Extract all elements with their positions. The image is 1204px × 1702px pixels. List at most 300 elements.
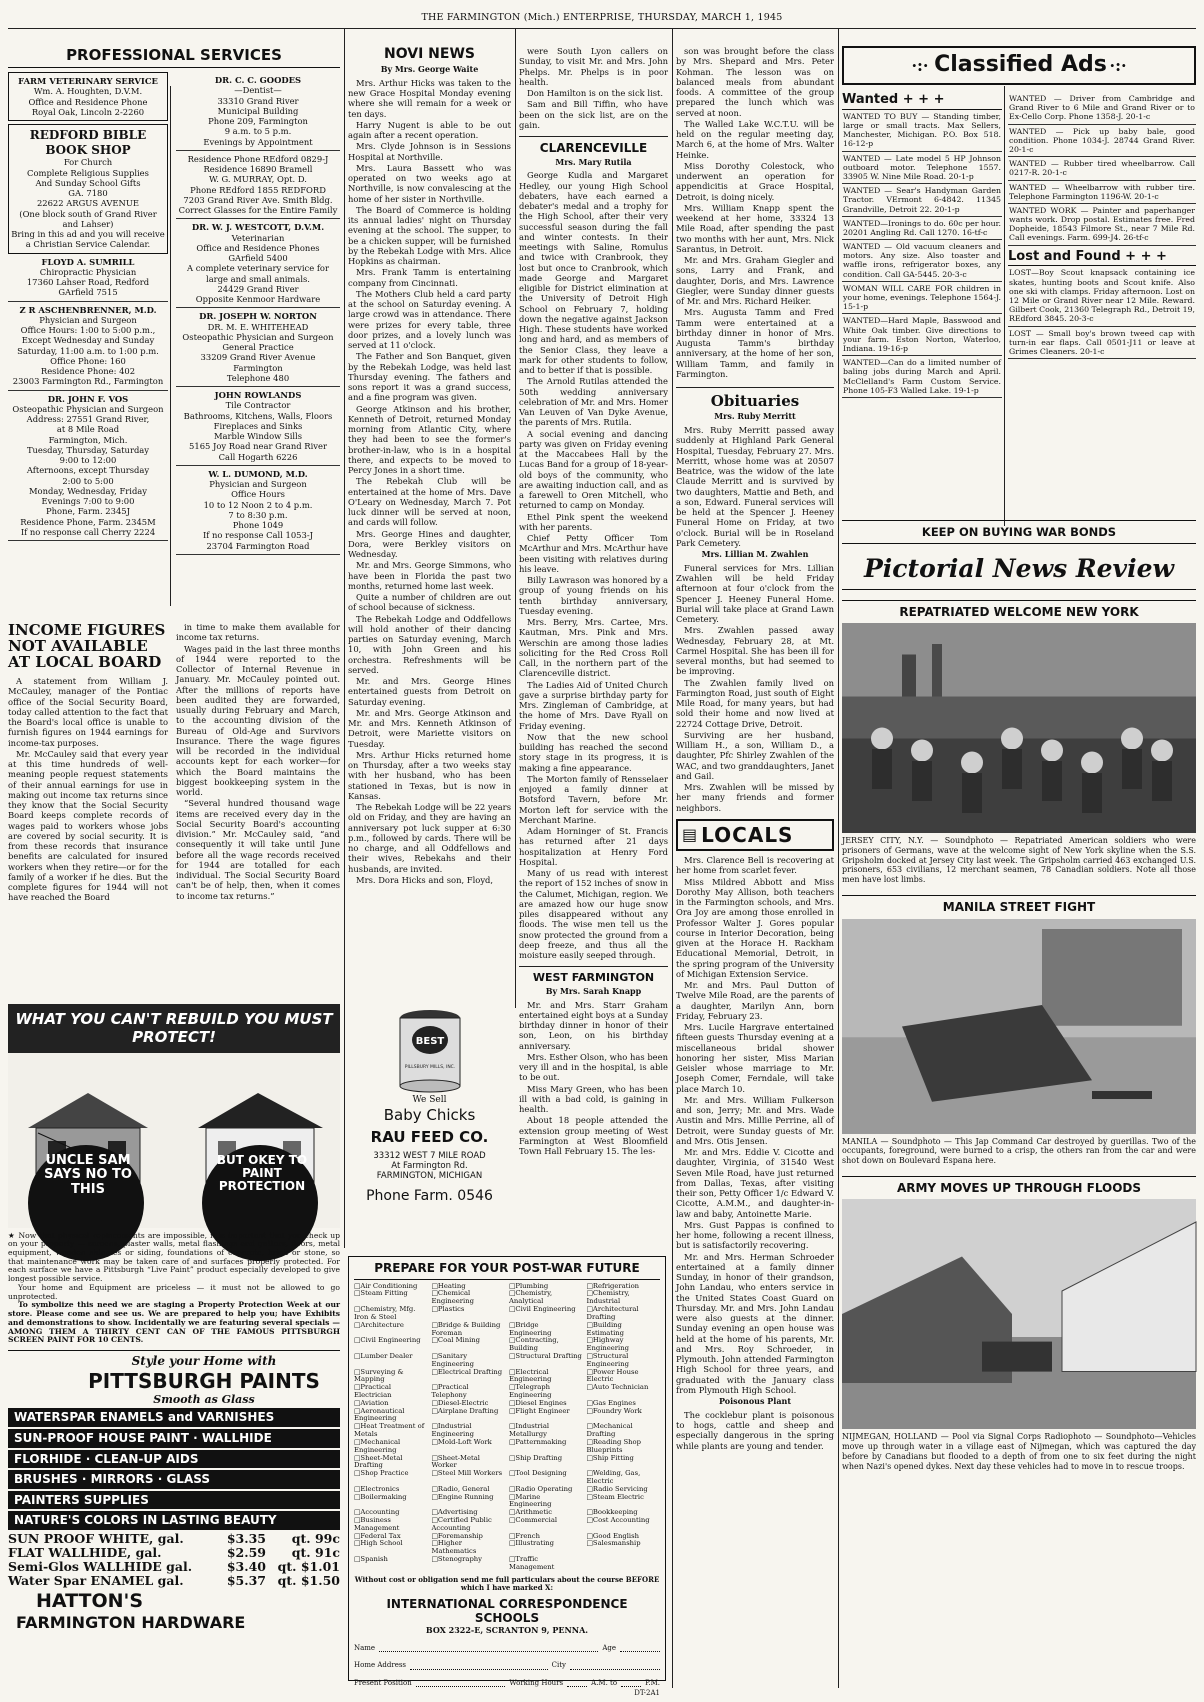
classified-ad: WANTED — Old vacuum cleaners and motors. Any size. Also toaster and waffle irons, refrigerator boxes, any condition. Call GA-5445. 20-3-c	[842, 240, 1002, 282]
westfarm-body	[519, 1000, 668, 1157]
income-paragraph: Wages paid in the last three months of 1944 were reported to the Collector of Internal Revenue in January. Mr. McCauley pointed out. After the millions of reports have been audited they are forwarded, usually during February and March, to the accounting division of the Bureau of Old-Age and Survivors Insurance. There the wage figures will be recorded in the individual accounts kept for each worker—for which the Board maintains the biggest bookkeeping system in the world.	[176, 643, 340, 797]
clarenceville-paragraph: Many of us read with interest the report of 152 inches of snow in the Calumet, Michigan, region. We are amazed how our huge snow piles disappeared without any floods. The wise men tell us the snow protected the ground from a deep freeze, and thus all the moisture easily seeped through.	[519, 868, 668, 961]
service-card-name: REDFORD BIBLE BOOK SHOP	[29, 128, 147, 157]
course-checkbox[interactable]: □ Arithmetic	[509, 1509, 583, 1517]
course-checkbox[interactable]: □ Mechanical Drafting	[587, 1423, 661, 1439]
locals-paragraph: Mr. and Mrs. Paul Dutton of Twelve Mile Road, are the parents of a daughter, Marilyn Ann, born Friday, February 23.	[676, 980, 834, 1021]
news-photo-block	[842, 1176, 1196, 1472]
service-card-line: If no response call Cherry 2224	[20, 526, 156, 537]
service-card-line: Evenings by Appointment	[203, 136, 313, 147]
clarenceville-paragraph: George Kudla and Margaret Hedley, our young High School debaters, have each earned a debater's medal and a trophy for the High School, after their very successful season during the fall and winter contests. In their meetings with Saline, Romulus and twice with Cranbrook, they lost but once to Cranbrook, which made George and Margaret eligible for District elimination at the University of Detroit High School on February 7, holding down the negative against Jackson High. These students have worked long and hard, and as members of the Senior Class, they leave a mark for other students to follow, and to better if that is possible.	[519, 170, 668, 376]
pitt-product-row: SUN-PROOF HOUSE PAINT · WALLHIDE	[8, 1429, 340, 1448]
service-card	[8, 72, 168, 121]
course-checkbox[interactable]: □ Plumbing	[509, 1283, 583, 1291]
service-card-line: Correct Glasses for the Entire Family	[178, 205, 338, 215]
service-card-line: Osteopathic Physician and Surgeon	[12, 403, 164, 414]
column-rule	[838, 28, 839, 1688]
service-card-line: Osteopathic Physician and Surgeon	[182, 331, 334, 342]
service-card-line: (One block south of Grand River and Lahser)	[19, 208, 157, 229]
ics-note: Without cost or obligation send me full particulars about the course BEFORE which I have marked X:	[354, 1574, 660, 1593]
professional-right-cards	[176, 72, 340, 555]
course-checkbox[interactable]: □ Structural Engineering	[587, 1353, 661, 1369]
farmington-hardware-logo: FARMINGTON HARDWARE	[16, 1613, 246, 1633]
course-checkbox[interactable]: □ Structural Drafting	[509, 1353, 583, 1369]
service-card-name: FARM VETERINARY SERVICE	[18, 76, 158, 86]
course-checkbox[interactable]: □ Welding, Gas, Electric	[587, 1470, 661, 1486]
course-checkbox[interactable]: □ Electrical Engineering	[509, 1369, 583, 1385]
course-checkbox[interactable]: □ Spanish	[354, 1556, 428, 1572]
obit-2-name: Mrs. Lillian M. Zwahlen	[701, 549, 809, 560]
obit-paragraph: Mrs. Zwahlen passed away Wednesday, February 28, at Mt. Carmel Hospital. She has been ill for several months, but had seemed to be improving.	[676, 625, 834, 677]
classified-deco-right: ·:·	[1109, 56, 1127, 75]
income-col1	[8, 676, 168, 904]
service-card-line: Chiropractic Physician	[39, 266, 137, 277]
photo-caption: MANILA — Soundphoto — This Jap Command Car destroyed by guerillas. Two of the occupants, foreground, were burned to a crisp, the others ran from the car and were shot down on Boulevard Espana here.	[842, 1136, 1196, 1166]
service-card-line: DR. M. E. WHITEHEAD	[207, 321, 309, 332]
feed-name: RAU FEED CO.	[370, 1128, 489, 1147]
service-card-line: Residence 16890 Bramell	[203, 164, 313, 174]
course-checkbox[interactable]: □ Aviation	[354, 1400, 428, 1408]
news-photo-block	[842, 895, 1196, 1166]
course-checkbox[interactable]: □ Cost Accounting	[587, 1517, 661, 1533]
column-rule	[672, 28, 673, 1688]
paint-ad-right-caption: BUT OKEY TO PAINT PROTECTION	[216, 1153, 308, 1194]
lost-found-ad: LOST—Boy Scout knapsack containing ice skates, hunting boots and Scout knife. Also one ski with clamps. Friday afternoon. Lost on 12 Mile or Grand River near 12 Mile. Reward. Gilbert Cook, 21360 Telegraph Rd., Detroit 19, REdford 3845. 20-3-c	[1008, 266, 1196, 326]
course-checkbox[interactable]: □ Tool Designing	[509, 1470, 583, 1486]
feed-we-sell: We Sell	[412, 1095, 447, 1105]
course-checkbox[interactable]: □ Electrical Drafting	[432, 1369, 506, 1385]
column-4	[519, 46, 668, 1157]
service-card-line: 10 to 12 Noon 2 to 4 p.m.	[203, 499, 313, 510]
service-card-line: Phone 1049	[232, 520, 284, 530]
course-checkbox[interactable]: □ Higher Mathematics	[432, 1540, 506, 1556]
clarenceville-paragraph: Now that the new school building has reached the second story stage in its progress, it is making a fine appearance.	[519, 731, 668, 773]
service-card-line: 23003 Farmington Rd., Farmington	[12, 376, 164, 387]
locals-banner	[676, 819, 834, 851]
column-rule	[515, 28, 516, 1008]
feed-can-illustration	[395, 1008, 465, 1093]
photo-image	[842, 1199, 1196, 1429]
obit-paragraph: Funeral services for Mrs. Lillian Zwahlen will be held Friday afternoon at four o'clock from the Spencer J. Heeney Funeral Home. Burial will take place at Grand Lawn Cemetery.	[676, 562, 834, 625]
course-checkbox[interactable]: □ Diesel-Electric	[432, 1400, 506, 1408]
course-checkbox[interactable]: □ Ship Fitting	[587, 1455, 661, 1471]
course-checkbox[interactable]: □ Plastics	[432, 1306, 506, 1322]
ics-code: DT-2A1	[634, 1689, 660, 1698]
course-checkbox[interactable]: □ Steam Electric	[587, 1494, 661, 1510]
course-checkbox[interactable]: □ Mechanical Engineering	[354, 1439, 428, 1455]
service-card-line: GA. 7180	[68, 188, 108, 198]
novi-paragraph: Mr. and Mrs. George Simmons, who have been in Florida the past two months, returned home last week.	[348, 560, 511, 591]
course-checkbox[interactable]: □ Stenography	[432, 1556, 506, 1572]
novi-paragraph: Mr. and Mrs. George Atkinson and Mr. and Mrs. Kenneth Atkinson of Detroit, were Mariette visitors on Tuesday.	[348, 707, 511, 749]
ics-pm-label: P.M.	[645, 1678, 660, 1687]
course-checkbox[interactable]: □ Bridge & Building Foreman	[432, 1322, 506, 1338]
course-checkbox[interactable]: □ Building Estimating	[587, 1322, 661, 1338]
novi-paragraph: Mrs. Clyde Johnson is in Sessions Hospital at Northville.	[348, 141, 511, 162]
paint-ad-headline	[8, 1004, 340, 1053]
novi-paragraph: George Atkinson and his brother, Kenneth of Detroit, returned Monday morning from Atlantic City, where they had been to see the former's brother-in-law, who is in a hospital there, and expects to be moved to Percy Jones in a short time.	[348, 403, 511, 476]
service-card-line: Municipal Building	[217, 105, 299, 116]
novi-paragraph: The Rebekah Lodge will be 22 years old on Friday, and they are having an anniversary pot luck supper at 6:30 p.m., followed by cards. There will be no charge, and all Oddfellows and their wives, Rebekahs and their husbands, are invited.	[348, 802, 511, 874]
service-card-line: Fireplaces and Sinks	[213, 420, 303, 431]
classified-right-items	[1008, 92, 1196, 246]
ics-pos-label: Present Position	[354, 1678, 412, 1687]
clarenceville-paragraph: The Ladies Aid of United Church gave a surprise birthday party for Mrs. Zingleman of Cambridge, at the home of Mrs. Dave Ryall on Friday evening.	[519, 679, 668, 731]
news-paragraph: were South Lyon callers on Sunday, to visit Mr. and Mrs. John Phelps. Mr. Phelps is in poor health.	[519, 46, 668, 87]
price-item: FLAT WALLHIDE, gal.	[8, 1545, 162, 1561]
course-checkbox[interactable]: □ Diesel Engines	[509, 1400, 583, 1408]
ics-city-label: City	[551, 1661, 566, 1670]
course-checkbox[interactable]: □ Advertising	[432, 1509, 506, 1517]
pitt-product-row: FLORHIDE · CLEAN-UP AIDS	[8, 1450, 340, 1469]
service-card-line: 22622 ARGUS AVENUE	[36, 198, 140, 209]
classified-ad: WANTED—Hard Maple, Basswood and White Oak timber. Give directions to your farm. Eston Norton, Waterloo, Indiana. 19-16-p	[842, 314, 1002, 356]
service-card-line: 24429 Grand River	[217, 283, 299, 294]
service-card-line: 7203 Grand River Ave. Smith Bldg.	[183, 194, 333, 205]
course-checkbox[interactable]: □ Business Management	[354, 1517, 428, 1533]
income-paragraph: in time to make them available for income tax returns.	[176, 622, 340, 643]
feed-can-sub: PILLSBURY MILLS, INC.	[404, 1065, 455, 1070]
course-checkbox[interactable]: □ Commercial	[509, 1517, 583, 1533]
ics-hours-line[interactable]	[567, 1679, 587, 1688]
course-checkbox[interactable]: □ Certified Public Accounting	[432, 1517, 506, 1533]
pictorial-photos	[842, 600, 1196, 1472]
service-card-line: Residence Phone, Farm. 2345M	[20, 516, 156, 527]
service-card-line: General Practice	[222, 342, 294, 352]
war-bonds-banner: KEEP ON BUYING WAR BONDS	[842, 520, 1196, 544]
feed-can-label: BEST	[415, 1036, 444, 1047]
course-checkbox[interactable]: □ Traffic Management	[509, 1556, 583, 1572]
course-checkbox[interactable]: □ Aeronautical Engineering	[354, 1408, 428, 1424]
service-card-line: 7 to 8:30 p.m.	[228, 509, 288, 520]
course-checkbox[interactable]: □ Air Conditioning	[354, 1283, 428, 1291]
course-checkbox[interactable]: □ Bridge Engineering	[509, 1322, 583, 1338]
clarenceville-paragraph: Adam Horninger of St. Francis has returned after 21 days hospitalization at Henry Ford Hospital.	[519, 826, 668, 867]
clarenceville-paragraph: The Arnold Rutilas attended the 50th wedding anniversary celebration of Mr. and Mrs. Homer Van Leuven of Van Dyke Avenue, the parents of Mrs. Rutila.	[519, 376, 668, 428]
photo-image	[842, 623, 1196, 833]
course-checkbox[interactable]: □ Telegraph Engineering	[509, 1384, 583, 1400]
classified-ad: WANTED — Pick up baby bale, good condition. Phone 1034-J. 28744 Grand River. 20-1-c	[1008, 125, 1196, 158]
course-checkbox[interactable]: □ Industrial Engineering	[432, 1423, 506, 1439]
ics-title: PREPARE FOR YOUR POST-WAR FUTURE	[354, 1261, 660, 1280]
rau-feed-ad	[348, 1008, 511, 1238]
novi-byline: By Mrs. George Waite	[380, 64, 479, 75]
course-checkbox[interactable]: □ Power House Electric	[587, 1369, 661, 1385]
service-card-line: Office Phone: 160	[50, 355, 126, 366]
course-checkbox[interactable]: □ Civil Engineering	[509, 1306, 583, 1322]
price-qt: qt. 91c	[291, 1545, 340, 1561]
service-card-line: Phone REdford 1855 REDFORD	[190, 184, 326, 195]
service-card-line: Royal Oak, Lincoln 2-2260	[31, 106, 145, 117]
ics-form-row-2	[354, 1661, 660, 1670]
novi-paragraph: Mrs. Dora Hicks and son, Floyd,	[356, 874, 494, 885]
service-card-name: Z R ASCHENBRENNER, M.D.	[19, 304, 157, 315]
obit-1-body	[676, 425, 834, 548]
westfarm-paragraph: Miss Mary Green, who has been ill with a bad cold, is gaining in health.	[519, 1083, 668, 1115]
locals-icon: ▤	[682, 825, 698, 845]
ics-age-label: Age	[602, 1643, 616, 1652]
course-checkbox[interactable]: □ Good English	[587, 1533, 661, 1541]
news-photo	[842, 1199, 1196, 1429]
service-card	[8, 124, 168, 254]
service-card-line: Office and Residence Phones	[196, 242, 320, 253]
course-checkbox[interactable]: □ Patternmaking	[509, 1439, 583, 1455]
ics-home-label: Home Address	[354, 1661, 407, 1670]
classified-header	[842, 46, 1196, 85]
ics-name-line[interactable]	[379, 1644, 598, 1653]
course-checkbox[interactable]: □ Chemistry, Mfg. Iron & Steel	[354, 1306, 428, 1322]
course-checkbox[interactable]: □ Practical Electrician	[354, 1384, 428, 1400]
classified-ad: WANTED — Late model 5 HP Johnson outboard motor. Telephone 1557. 33905 W. Nine Mile Road. 20-1-p	[842, 152, 1002, 185]
service-card-line: Tile Contractor	[225, 400, 291, 411]
service-card-name: JOHN ROWLANDS	[214, 390, 302, 400]
course-checkbox[interactable]: □ Illustrating	[509, 1540, 583, 1556]
price-row	[8, 1532, 340, 1546]
poison-title: Poisonous Plant	[718, 1396, 792, 1407]
course-checkbox[interactable]: □ Marine Engineering	[509, 1494, 583, 1510]
course-checkbox[interactable]: □ Shop Practice	[354, 1470, 428, 1486]
service-card-line: Office Hours: 1:00 to 5:00 p.m.,	[20, 325, 156, 335]
course-checkbox[interactable]: □ Electronics	[354, 1486, 428, 1494]
novi-paragraph: The Rebekah Lodge and Oddfellows will hold another of their dancing parties on Saturday evening, March 10, with John Green and his orchestra. Refreshments will be served.	[348, 613, 511, 675]
classified-lost-items	[1008, 266, 1196, 359]
service-card	[176, 466, 340, 555]
service-card-line: Veterinarian	[231, 232, 285, 243]
lost-heading: Lost and Found + + +	[1008, 246, 1196, 267]
star-icon: ★	[8, 1230, 19, 1240]
course-checkbox[interactable]: □ Federal Tax	[354, 1533, 428, 1541]
feed-chicks: Baby Chicks	[383, 1105, 476, 1124]
service-card	[8, 391, 168, 542]
price-gal: $2.59	[226, 1545, 266, 1561]
poison-text: The cocklebur plant is poisonous to hogs, cattle and sheep and especially dangerous in the spring while plants are young and tender.	[676, 1409, 834, 1451]
service-card-line: Afternoons, except Thursday	[26, 465, 150, 476]
classified-ad: WANTED — Sear's Handyman Garden Tractor. VErmont 6-4842. 11345 Grandville, Detroit 22. 20-1-p	[842, 184, 1002, 217]
ics-hours-label: Working Hours	[509, 1678, 564, 1687]
house-illustrations	[8, 1053, 340, 1228]
paint-ad-body-3: To symbolize this need we are staging a Property Protection Week at our store. Please come and see us. We are prepared to help you; have Exhibits and demonstrations to show. Incidentally we are featuring several specials — AMONG THEM A THIRTY CENT CAN OF THE FAMOUS PITTSBURGH SCREEN PAINT FOR 10 CENTS.	[8, 1300, 340, 1345]
locals-paragraph: Mr. and Mrs. William Fulkerson and son, Jerry; Mr. and Mrs. Wade Austin and Mrs. Millie Perrine, all of Detroit, were Sunday guests of Mr. and Mrs. Otis Jensen.	[676, 1094, 834, 1146]
course-checkbox[interactable]: □ Sheet-Metal Drafting	[354, 1455, 428, 1471]
price-qt: qt. $1.01	[277, 1559, 340, 1575]
feed-addr2: At Farmington Rd.	[391, 1160, 468, 1171]
course-checkbox[interactable]: □ Highway Engineering	[587, 1337, 661, 1353]
novi-paragraph: The Rebekah Club will be entertained at the home of Mrs. Dave O'Leary on Wednesday, March 7. Pot luck dinner will be served at noon, and cards will follow.	[348, 476, 511, 528]
ics-city-line[interactable]	[570, 1661, 660, 1670]
novi-paragraph: Mrs. Arthur Hicks was taken to the new Grace Hospital Monday evening where she will remain for a week or ten days.	[348, 77, 511, 119]
course-checkbox[interactable]: □ Coal Mining	[432, 1337, 506, 1353]
course-checkbox[interactable]: □ Practical Telephony	[432, 1384, 506, 1400]
course-checkbox[interactable]: □ Steam Fitting	[354, 1290, 428, 1306]
ics-school: INTERNATIONAL CORRESPONDENCE SCHOOLS	[386, 1596, 628, 1626]
hattons-logo: HATTON'S	[36, 1590, 144, 1613]
service-card-line: Physician and Surgeon	[209, 479, 307, 489]
service-card-line: Complete Religious Supplies	[27, 167, 149, 178]
course-checkbox[interactable]: □ Accounting	[354, 1509, 428, 1517]
westfarm-byline: By Mrs. Sarah Knapp	[545, 985, 642, 996]
course-checkbox[interactable]: □ Flight Engineer	[509, 1408, 583, 1424]
course-checkbox[interactable]: □ Heating	[432, 1283, 506, 1291]
service-card-line: 9:00 to 12:00	[59, 455, 117, 465]
novi-paragraph: The Father and Son Banquet, given by the Rebekah Lodge, was held last Thursday evening. The fathers and sons report it was a grand success, and a fine program was given.	[348, 351, 511, 403]
westfarm-paragraph: Mrs. Esther Olson, who has been very ill and in the hospital, is able to be out.	[519, 1051, 668, 1083]
course-checkbox[interactable]: □ Heat Treatment of Metals	[354, 1423, 428, 1439]
course-checkbox[interactable]: □ Radio Servicing	[587, 1486, 661, 1494]
course-checkbox[interactable]: □ Salesmanship	[587, 1540, 661, 1556]
course-checkbox[interactable]: □ Chemical Engineering	[432, 1290, 506, 1306]
masthead: THE FARMINGTON (Mich.) ENTERPRISE, THURSDAY, MARCH 1, 1945	[421, 12, 783, 23]
course-checkbox[interactable]: □ Industrial Metallurgy	[509, 1423, 583, 1439]
course-checkbox[interactable]: □ French	[509, 1533, 583, 1541]
course-checkbox[interactable]: □ Boilermaking	[354, 1494, 428, 1510]
classified-deco-left: ·:·	[911, 56, 935, 75]
course-checkbox[interactable]: □ Auto Technician	[587, 1384, 661, 1400]
price-row	[8, 1546, 340, 1560]
course-checkbox[interactable]: □ Steel Mill Workers	[432, 1470, 506, 1486]
clarenceville-paragraph: A social evening and dancing party was given on Friday evening at the Maccabees Hall by the Lucas Band for a group of 18-year-old boys of the community, who are awaiting induction call, and as a farewell to Oren Mitchell, who returned to camp on Monday.	[519, 428, 668, 511]
course-checkbox[interactable]: □ Chemistry, Industrial	[587, 1290, 661, 1306]
service-card-line: 9 a.m. to 5 p.m.	[224, 126, 292, 137]
service-card-line: Marble Window Sills	[213, 431, 303, 441]
service-card-line: Monday, Wednesday, Friday	[28, 485, 148, 496]
obit-paragraph: Surviving are her husband, William H., a son, William D., a daughter, Pfc Shirley Zwahlen of the WAC, and two granddaughters, Janet and Gail.	[676, 729, 834, 781]
service-card-line: A complete veterinary service for large and small animals.	[187, 263, 329, 284]
ics-box: BOX 2322-E, SCRANTON 9, PENNA.	[425, 1625, 589, 1635]
course-checkbox[interactable]: □ Radio, General	[432, 1486, 506, 1494]
wanted-heading: Wanted + + +	[842, 92, 1002, 110]
course-checkbox[interactable]: □ Surveying & Mapping	[354, 1369, 428, 1385]
service-card	[176, 387, 340, 466]
service-card-line: 2:00 to 5:00	[62, 475, 114, 486]
course-checkbox[interactable]: □ Sheet-Metal Worker	[432, 1455, 506, 1471]
course-checkbox[interactable]: □ Airplane Drafting	[432, 1408, 506, 1424]
service-card-line: 23704 Farmington Road	[206, 540, 310, 551]
locals-body	[676, 855, 834, 1395]
classified-ad: WANTED WORK — Painter and paperhanger wants work. Drop postal. Estimates free. Fred Dopheide, 18543 Filmore St., near 7 Mile Rd. Call evenings. Farm. 699-J4. 26-tf-c	[1008, 204, 1196, 246]
obit-1-text: Mrs. Ruby Merritt passed away suddenly at Highland Park General Hospital, Tuesday, February 27. Mrs. Merritt, whose home was at 20507 Beatrice, was the widow of the late Claude Merritt and is survived by two daughters, Mattie and Beth, and a son, Edward. Funeral services will be held at the Spencer J. Heeney Funeral Home on Friday, at two o'clock. Burial will be in Roseland Park Cemetery.	[676, 425, 834, 548]
service-card-line: Bathrooms, Kitchens, Walls, Floors	[183, 410, 333, 421]
col5-top	[676, 46, 834, 379]
service-card-line: Bring in this ad and you will receive a Christian Service Calendar.	[11, 229, 165, 250]
service-card-line: W. G. MURRAY, Opt. D.	[209, 174, 307, 185]
photo-heading: REPATRIATED WELCOME NEW YORK	[899, 604, 1139, 619]
poison-body	[676, 1410, 834, 1451]
price-qt: qt. $1.50	[277, 1573, 340, 1589]
course-checkbox[interactable]: □ Architectural Drafting	[587, 1306, 661, 1322]
price-item: Water Spar ENAMEL gal.	[8, 1573, 184, 1589]
ics-age-line[interactable]	[620, 1644, 660, 1653]
paint-ad-left-caption: UNCLE SAM SAYS NO TO THIS	[44, 1153, 132, 1197]
income-article	[8, 622, 340, 1000]
novi-paragraph: Mrs. Frank Tamm is entertaining company from Cincinnati.	[348, 267, 511, 288]
ics-home-line[interactable]	[410, 1661, 548, 1670]
course-checkbox[interactable]: □ High School	[354, 1540, 428, 1556]
price-item: Semi-Glos WALLHIDE gal.	[8, 1559, 193, 1575]
paint-ad-body-1	[8, 1232, 340, 1284]
news-paragraph: Mr. and Mrs. Graham Giegler and sons, Larry and Frank, and daughter, Doris, and Mrs. Lawrence Giegler, were Sunday dinner guests of Mr. and Mrs. Richard Heiker.	[676, 255, 834, 306]
course-checkbox[interactable]: □ Foremanship	[432, 1533, 506, 1541]
course-checkbox[interactable]: □ Architecture	[354, 1322, 428, 1338]
course-checkbox[interactable]: □ Reading Shop Blueprints	[587, 1439, 661, 1455]
service-card-line: GArfield 7515	[58, 287, 118, 298]
price-item: SUN PROOF WHITE, gal.	[8, 1531, 184, 1547]
income-col2	[176, 622, 340, 902]
photo-caption: NIJMEGAN, HOLLAND — Pool via Signal Corps Radiophoto — Soundphoto—Vehicles move up through water in a village east of Nijmegan, which was captured the day before by Canadians but flooded to a depth of from one to six feet during the night when Nazi's opened dykes. Next day these vehicles had to move in to rescue troops.	[842, 1432, 1196, 1471]
course-checkbox[interactable]: □ Chemistry, Analytical	[509, 1290, 583, 1306]
course-checkbox[interactable]: □ Engine Running	[432, 1494, 506, 1510]
news-photo-block	[842, 600, 1196, 885]
locals-title: LOCALS	[701, 822, 794, 847]
news-paragraph: Mrs. William Knapp spent the weekend at her home, 33324 13 Mile Road, after spending the past two months with her aunt, Mrs. Nick Sarantus, in Detroit.	[676, 202, 834, 254]
classified-ads	[842, 46, 1196, 476]
course-checkbox[interactable]: □ Ship Drafting	[509, 1455, 583, 1471]
novi-paragraph: Mrs. Arthur Hicks returned home on Thursday, after a two weeks stay with her husband, who has been stationed in Texas, but is now in Kansas.	[348, 749, 511, 801]
service-card-name: DR. C. C. GOODES	[214, 75, 302, 85]
locals-paragraph: Mr. and Mrs. Eddie V. Cicotte and daughter, Virginia, of 31540 West Seven Mile Road, have just returned from Dallas, Texas, after visiting their son, Petty Officer 1/c Edward V. Cicotte, A.M.M., and daughter-in-law and baby, Antoinette Marie.	[676, 1147, 834, 1219]
course-checkbox[interactable]: □ Lumber Dealer	[354, 1353, 428, 1369]
classified-ad: WANTED — Rubber tired wheelbarrow. Call 0217-R. 20-1-c	[1008, 157, 1196, 180]
pictorial-section	[842, 520, 1196, 1688]
locals-paragraph: Mrs. Gust Pappas is confined to her home, following a recent illness, but is satisfactorily recovering.	[676, 1219, 834, 1251]
course-checkbox[interactable]: □ Foundry Work	[587, 1408, 661, 1424]
column-5	[676, 46, 834, 1686]
price-gal: $3.35	[226, 1531, 266, 1547]
course-checkbox[interactable]: □ Bookkeeping	[587, 1509, 661, 1517]
clarenceville-paragraph: Mrs. Berry, Mrs. Cartee, Mrs. Kautman, Mrs. Pink and Mrs. Werschin are among those ladies soliciting for the Red Cross Roll Call, in the northern part of the Clarenceville district.	[519, 617, 668, 679]
service-card-line: at 8 Mile Road	[56, 424, 120, 435]
course-checkbox[interactable]: □ Radio Operating	[509, 1486, 583, 1494]
course-checkbox[interactable]: □ Civil Engineering	[354, 1337, 428, 1353]
ics-form	[354, 1644, 660, 1698]
novi-news	[348, 46, 511, 996]
pitt-price-list	[8, 1532, 340, 1588]
course-checkbox[interactable]: □ Contracting, Building	[509, 1337, 583, 1353]
news-paragraph: Don Hamilton is on the sick list.	[527, 88, 664, 98]
service-card-line: Phone 209, Farmington	[208, 116, 308, 126]
service-card-line: 33209 Grand River Avenue	[200, 352, 316, 363]
ics-course-list	[354, 1283, 660, 1572]
price-row	[8, 1560, 340, 1574]
clarenceville-paragraph: The Morton family of Rensselaer enjoyed a family dinner at Botsford Tavern, before Mr. Morton left for service with the Merchant Marine.	[519, 773, 668, 825]
service-card-name: W. L. DUMOND, M.D.	[208, 468, 308, 479]
ics-pm-line[interactable]	[621, 1679, 641, 1688]
service-card-line: 5165 Joy Road near Grand River	[189, 441, 327, 452]
obituaries-title: Obituaries	[676, 387, 834, 410]
service-card-line: Residence Phone: 402	[40, 366, 136, 376]
obit-paragraph: Mrs. Zwahlen will be missed by her many friends and former neighbors.	[676, 782, 834, 813]
course-checkbox[interactable]: □ Mold-Loft Work	[432, 1439, 506, 1455]
pitt-sub: Smooth as Glass	[153, 1392, 255, 1406]
news-paragraph: Sam and Bill Tiffin, who have been on the sick list, are on the gain.	[519, 99, 668, 130]
price-gal: $3.40	[226, 1559, 266, 1575]
clarenceville-paragraph: Chief Petty Officer Tom McArthur and Mrs. McArthur have been visiting with relatives during his leave.	[519, 533, 668, 574]
course-checkbox[interactable]: □ Sanitary Engineering	[432, 1353, 506, 1369]
paint-ad-body-2: Your home and Equipment are priceless — it must not be allowed to go unprotected.	[8, 1282, 340, 1301]
feed-phone: Phone Farm. 0546	[366, 1187, 493, 1204]
novi-paragraph: The Mothers Club held a card party at the school on Saturday evening. A large crowd was in attendance. There were prizes for every table, three door prizes, and a lovely lunch was served at 11 o'clock.	[348, 288, 511, 351]
service-card-line: 17360 Lahser Road, Redford	[26, 277, 150, 287]
course-checkbox[interactable]: □ Gas Engines	[587, 1400, 661, 1408]
service-card-line: Call Hogarth 6226	[218, 451, 298, 462]
novi-paragraph: Mr. and Mrs. George Hines entertained guests from Detroit on Saturday evening.	[348, 676, 511, 707]
service-card-name: DR. W. J. WESTCOTT, D.V.M.	[191, 222, 325, 233]
course-checkbox[interactable]: □ Refrigeration	[587, 1283, 661, 1291]
professional-title: PROFESSIONAL SERVICES	[8, 46, 340, 68]
service-card	[176, 72, 340, 151]
income-paragraph: A statement from William J. McCauley, manager of the Pontiac office of the Social Security Board, today called attention to the fact that the Board's local office is unable to furnish figures on 1944 earnings for income-tax purposes.	[8, 676, 168, 748]
classified-right	[1008, 92, 1196, 359]
ics-pos-line[interactable]	[416, 1679, 506, 1688]
